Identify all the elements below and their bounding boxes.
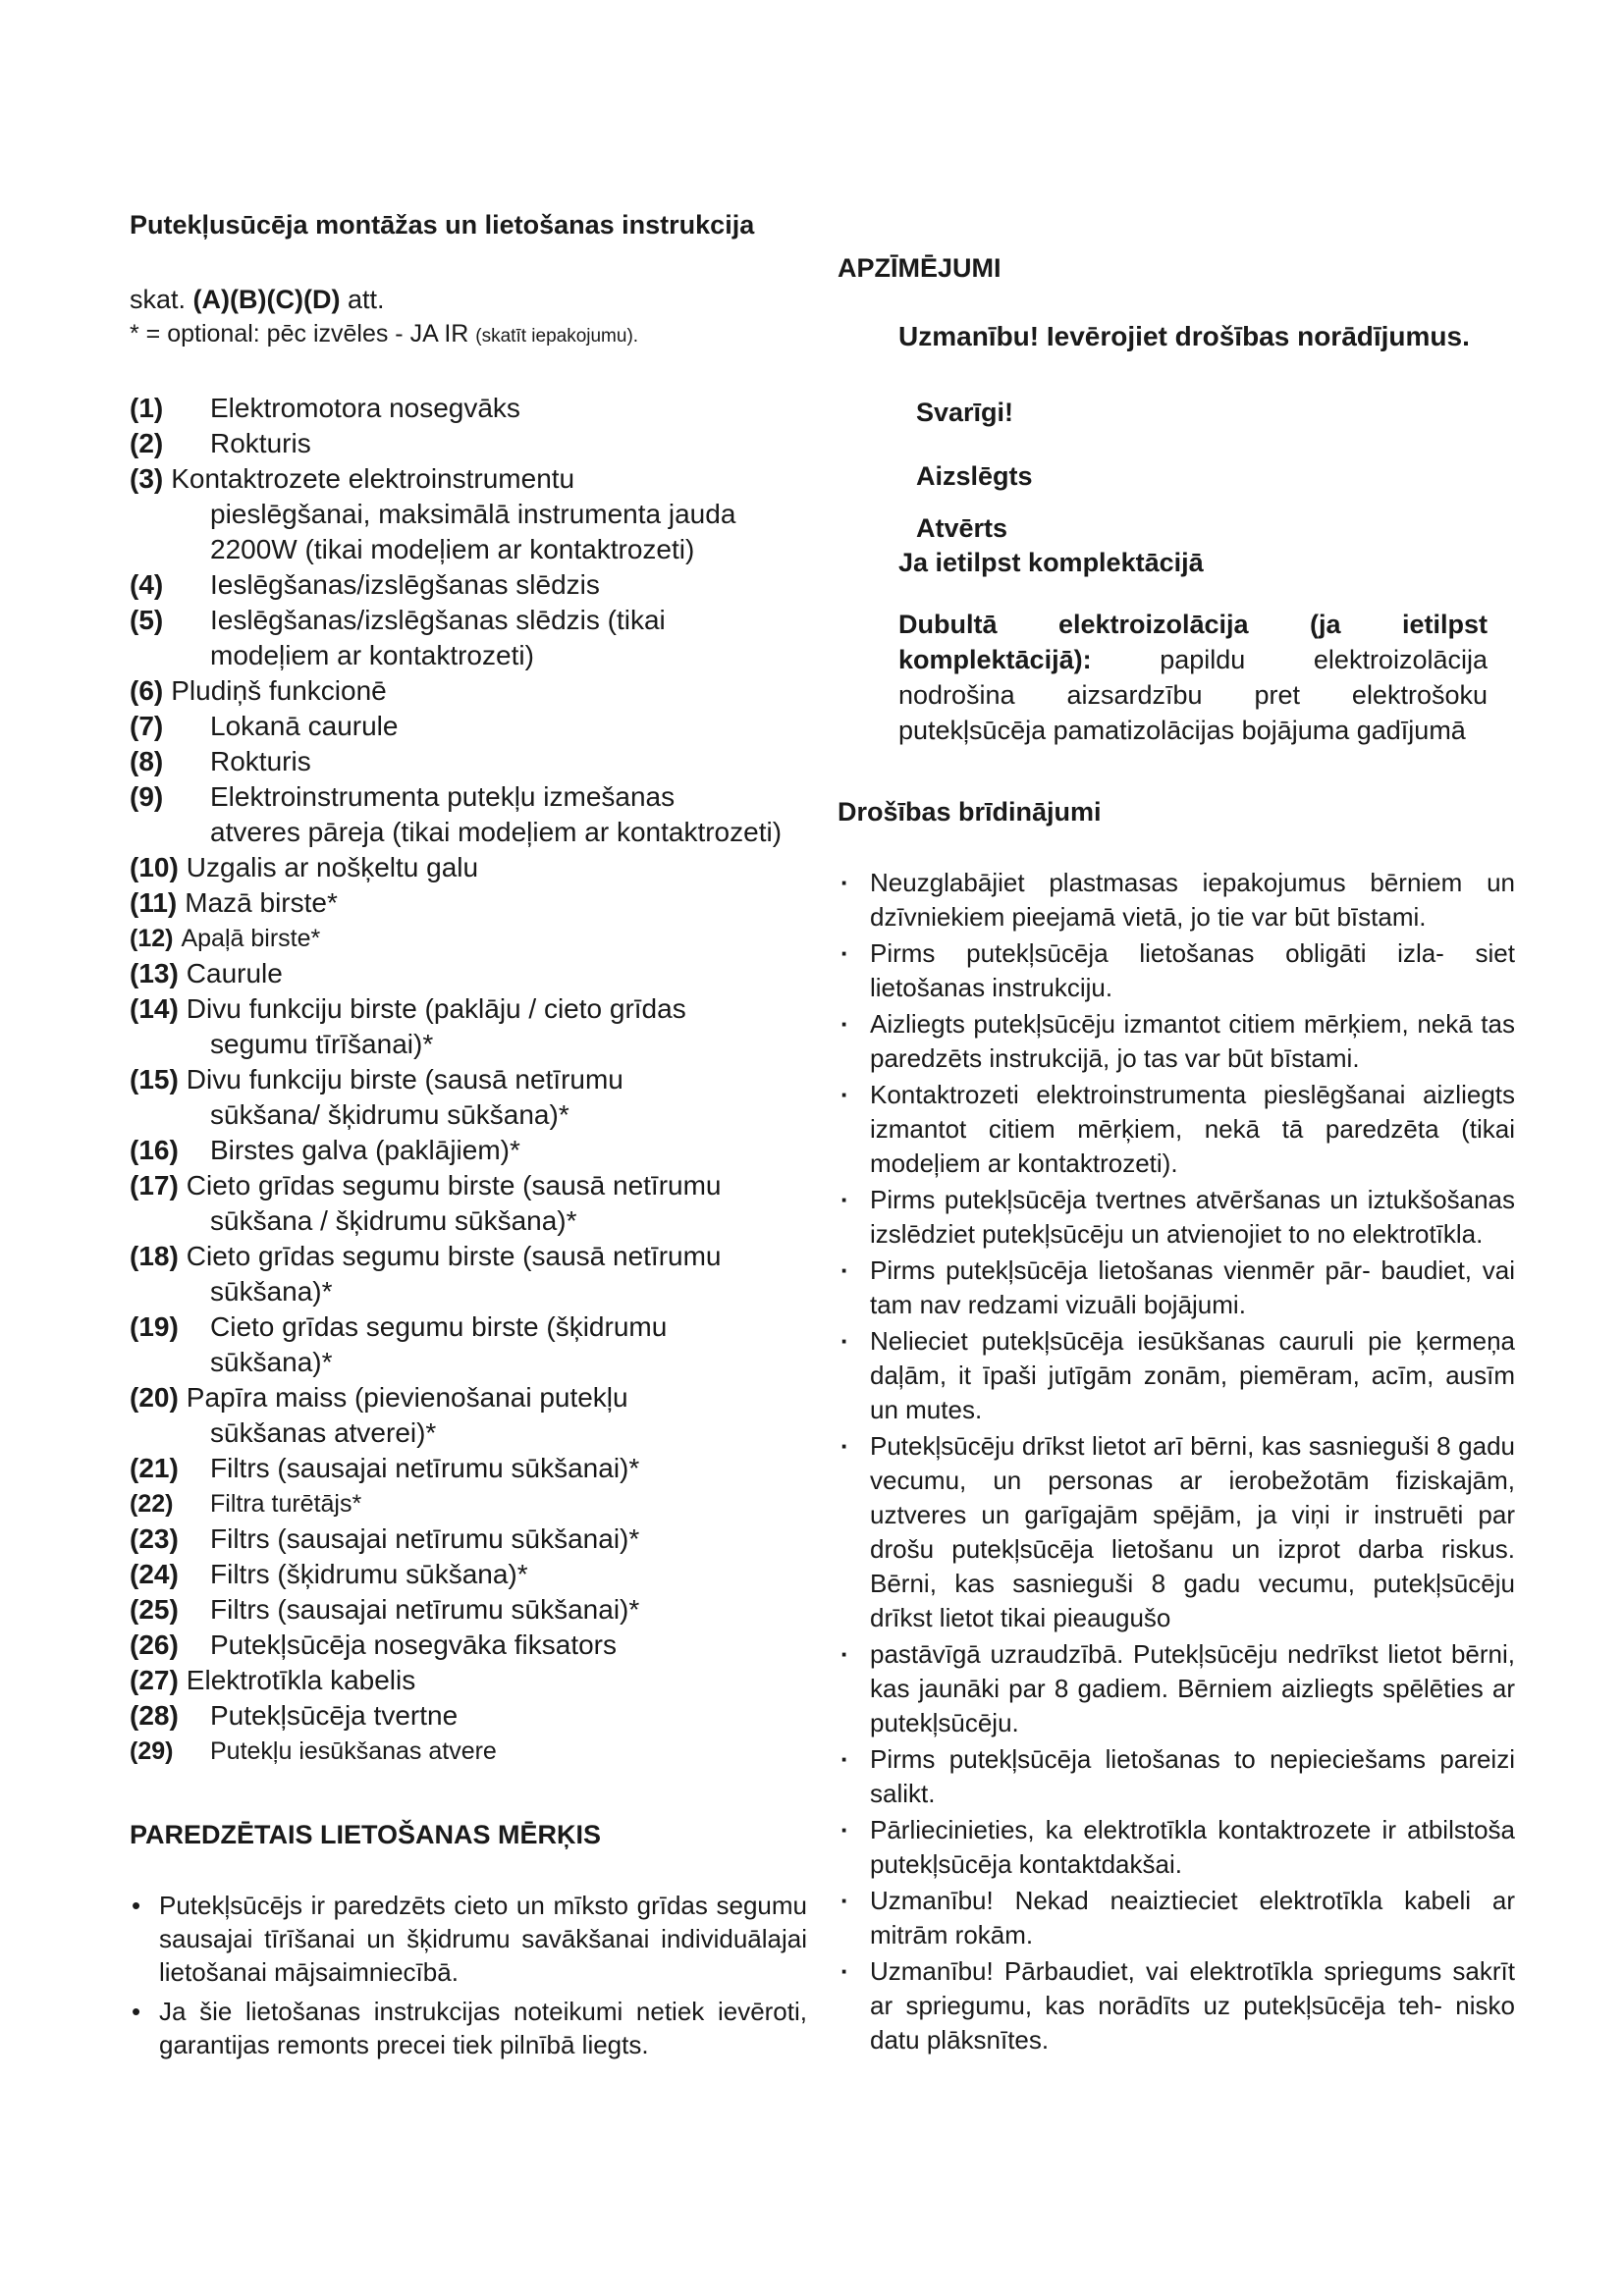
warning-item: · Nelieciet putekļsūcēja iesūkšanas cauruli pie ķermeņa daļām, it īpaši jutīgām zonām, piemēram, acīm, ausīm un mutes. <box>838 1324 1515 1427</box>
part-number: (4) <box>130 569 164 600</box>
part-text: Cieto grīdas segumu birste (sausā netīrumu <box>186 1170 722 1201</box>
legend-heading: APZĪMĒJUMI <box>838 253 1001 283</box>
part-number: (17) <box>130 1170 179 1201</box>
purpose-item: • Ja šie lietošanas instrukcijas noteikumi netiek ievēroti, garantijas remonts precei tiek pilnībā liegts. <box>130 1995 807 2061</box>
part-number: (9) <box>130 781 164 812</box>
part-text: Apaļā birste* <box>181 925 321 952</box>
part-text: Kontaktrozete elektroinstrumentu <box>171 463 575 494</box>
legend-included: Ja ietilpst komplektācijā <box>898 548 1204 577</box>
part-item <box>130 744 807 779</box>
part-number: (14) <box>130 993 179 1024</box>
part-text-continued: sūkšanas atverei)* <box>210 1417 437 1448</box>
part-item <box>130 603 807 673</box>
part-item <box>130 991 807 1062</box>
part-text: Divu funkciju birste (sausā netīrumu <box>186 1064 623 1095</box>
part-text-continued: pieslēgšanai, maksimālā instrumenta jauda 2200W (tikai modeļiem ar kontaktrozeti) <box>210 499 736 564</box>
part-number: (18) <box>130 1241 179 1271</box>
part-item <box>130 673 807 709</box>
part-number: (21) <box>130 1453 179 1483</box>
part-number: (29) <box>130 1737 174 1765</box>
part-number: (28) <box>130 1700 179 1731</box>
part-number: (5) <box>130 605 164 635</box>
part-item <box>130 1663 807 1698</box>
warning-item: · Kontaktrozeti elektroinstrumenta pieslēgšanai aizliegts izmantot citiem mērķiem, nekā tā paredzēta (tikai modeļiem ar kontaktrozeti). <box>838 1078 1515 1181</box>
warning-item: · Neuzglabājiet plastmasas iepakojumus bērniem un dzīvniekiem pieejamā vietā, jo tie var būt bīstami. <box>838 866 1515 934</box>
warning-item: · Uzmanību! Pārbaudiet, vai elektrotīkla spriegums sakrīt ar spriegumu, kas norādīts uz putekļsūcēja teh- nisko datu plāksnītes. <box>838 1954 1515 2057</box>
part-item <box>130 1522 807 1557</box>
part-text: Ieslēgšanas/izslēgšanas slēdzis (tikai <box>210 605 666 635</box>
double-insulation-text: papildu elektroizolācija nodrošina aizsardzību pret elektrošoku <box>898 645 1488 710</box>
page-title: Putekļusūcēja montāžas un lietošanas instrukcija <box>130 210 755 240</box>
part-item <box>130 1062 807 1133</box>
part-text: Rokturis <box>210 428 311 458</box>
part-item <box>130 1451 807 1486</box>
part-number: (19) <box>130 1311 179 1342</box>
part-item <box>130 850 807 885</box>
part-text: Uzgalis ar nošķeltu galu <box>186 852 479 882</box>
part-text: Papīra maiss (pievienošanai putekļu <box>186 1382 628 1413</box>
optional-note <box>130 320 638 348</box>
part-number: (8) <box>130 746 164 776</box>
part-item <box>130 1698 807 1734</box>
part-text-continued: sūkšana / šķidrumu sūkšana)* <box>210 1205 577 1236</box>
part-text: Putekļsūcēja tvertne <box>210 1700 459 1731</box>
part-item <box>130 1592 807 1628</box>
double-insulation-label: Dubultā elektroizolācija (ja ietilpst komplektācijā): <box>898 610 1488 674</box>
part-item <box>130 885 807 921</box>
part-item <box>130 1734 807 1769</box>
warnings-list <box>838 866 1515 2059</box>
part-item <box>130 1133 807 1168</box>
part-number: (26) <box>130 1629 179 1660</box>
part-text-continued: atveres pāreja (tikai modeļiem ar kontaktrozeti) <box>210 817 783 847</box>
part-text: Lokanā caurule <box>210 711 399 741</box>
part-text-continued: sūkšana)* <box>210 1347 333 1377</box>
part-text: Cieto grīdas segumu birste (sausā netīrumu <box>186 1241 722 1271</box>
part-text: Filtrs (sausajai netīrumu sūkšanai)* <box>210 1453 640 1483</box>
part-item <box>130 956 807 991</box>
part-text-continued: modeļiem ar kontaktrozeti) <box>210 640 534 670</box>
part-item <box>130 1239 807 1309</box>
part-text: Mazā birste* <box>185 887 338 918</box>
part-text: Caurule <box>186 958 283 988</box>
figure-reference-suffix: att. <box>340 285 385 314</box>
part-number: (23) <box>130 1523 179 1554</box>
purpose-heading: PAREDZĒTAIS LIETOŠANAS MĒRĶIS <box>130 1820 602 1849</box>
purpose-item: • Putekļsūcējs ir paredzēts cieto un mīksto grīdas segumu sausajai tīrīšanai un šķidrumu savākšanai individuālajai lietošanai mājsaimniecībā. <box>130 1889 807 1989</box>
part-text: Birstes galva (paklājiem)* <box>210 1135 520 1165</box>
part-text: Pludiņš funkcionē <box>171 675 387 706</box>
part-number: (11) <box>130 887 178 918</box>
part-item <box>130 709 807 744</box>
warning-item: · Pirms putekļsūcēja lietošanas to nepieciešams pareizi salikt. <box>838 1742 1515 1811</box>
purpose-list <box>130 1889 807 2067</box>
part-number: (2) <box>130 428 164 458</box>
part-number: (25) <box>130 1594 179 1625</box>
part-number: (15) <box>130 1064 179 1095</box>
part-item <box>130 567 807 603</box>
part-number: (3) <box>130 463 164 494</box>
part-text: Filtra turētājs* <box>210 1490 362 1518</box>
part-number: (20) <box>130 1382 179 1413</box>
part-item <box>130 779 807 850</box>
part-number: (10) <box>130 852 179 882</box>
part-text: Cieto grīdas segumu birste (šķidrumu <box>210 1311 668 1342</box>
part-number: (27) <box>130 1665 179 1695</box>
part-item <box>130 391 807 426</box>
part-item <box>130 461 807 567</box>
part-text: Putekļu iesūkšanas atvere <box>210 1737 497 1765</box>
part-text: Filtrs (sausajai netīrumu sūkšanai)* <box>210 1594 640 1625</box>
part-number: (6) <box>130 675 164 706</box>
part-text: Elektroinstrumenta putekļu izmešanas <box>210 781 676 812</box>
part-item <box>130 921 807 956</box>
part-item <box>130 1486 807 1522</box>
figure-reference-prefix: skat. <box>130 285 193 314</box>
part-text: Ieslēgšanas/izslēgšanas slēdzis <box>210 569 600 600</box>
part-number: (13) <box>130 958 179 988</box>
double-insulation-note <box>898 607 1488 748</box>
part-text: Elektromotora nosegvāks <box>210 393 520 423</box>
part-text: Filtrs (sausajai netīrumu sūkšanai)* <box>210 1523 640 1554</box>
part-number: (22) <box>130 1490 174 1518</box>
figure-reference-letters: (A)(B)(C)(D) <box>192 285 341 314</box>
part-number: (12) <box>130 925 174 952</box>
double-insulation-text-end: putekļsūcēja pamatizolācijas bojājuma gadījumā <box>898 716 1466 745</box>
part-number: (1) <box>130 393 164 423</box>
part-text-continued: sūkšana)* <box>210 1276 333 1307</box>
part-item <box>130 1168 807 1239</box>
part-item <box>130 1380 807 1451</box>
part-number: (7) <box>130 711 164 741</box>
warning-item: · Pirms putekļsūcēja lietošanas obligāti izla- siet lietošanas instrukciju. <box>838 936 1515 1005</box>
warning-item: · pastāvīgā uzraudzībā. Putekļsūcēju nedrīkst lietot bērni, kas jaunāki par 8 gadiem. Bērniem aizliegts spēlēties ar putekļsūcēju. <box>838 1637 1515 1740</box>
part-text-continued: sūkšana/ šķidrumu sūkšana)* <box>210 1099 569 1130</box>
legend-locked: Aizslēgts <box>916 461 1033 491</box>
part-item <box>130 1628 807 1663</box>
part-item <box>130 426 807 461</box>
part-text: Rokturis <box>210 746 311 776</box>
part-number: (24) <box>130 1559 179 1589</box>
part-text: Divu funkciju birste (paklāju / cieto grīdas <box>186 993 686 1024</box>
part-text: Elektrotīkla kabelis <box>186 1665 416 1695</box>
warning-item: · Pirms putekļsūcēja tvertnes atvēršanas un iztukšošanas izslēdziet putekļsūcēju un atvienojiet to no elektrotīkla. <box>838 1183 1515 1252</box>
part-number: (16) <box>130 1135 179 1165</box>
warning-item: · Putekļsūcēju drīkst lietot arī bērni, kas sasnieguši 8 gadu vecumu, un personas ar ierobežotām fiziskajām, uztveres un garīgajām spējām, ja viņi ir instruēti par drošu putekļsūcēja lietošanu un izprot darba riskus. Bērni, kas sasnieguši 8 gadu vecumu, putekļsūcēju drīkst lietot tikai pieaugušo <box>838 1429 1515 1635</box>
part-item <box>130 1557 807 1592</box>
legend-important: Svarīgi! <box>916 398 1014 427</box>
part-text-continued: segumu tīrīšanai)* <box>210 1029 434 1059</box>
warning-item: · Pirms putekļsūcēja lietošanas vienmēr pār- baudiet, vai tam nav redzami vizuāli bojājumi. <box>838 1254 1515 1322</box>
warning-item: · Aizliegts putekļsūcēju izmantot citiem mērķiem, nekā tas paredzēts instrukcijā, jo tas var būt bīstami. <box>838 1007 1515 1076</box>
warnings-heading: Drošības brīdinājumi <box>838 797 1102 827</box>
part-item <box>130 1309 807 1380</box>
part-text: Putekļsūcēja nosegvāka fiksators <box>210 1629 617 1660</box>
warning-item: · Pārliecinieties, ka elektrotīkla kontaktrozete ir atbilstoša putekļsūcēja kontaktdakšai. <box>838 1813 1515 1882</box>
part-text: Filtrs (šķidrumu sūkšana)* <box>210 1559 528 1589</box>
optional-note-small: (skatīt iepakojumu). <box>475 326 639 347</box>
parts-list <box>130 391 807 1769</box>
warning-item: · Uzmanību! Nekad neaiztieciet elektrotīkla kabeli ar mitrām rokām. <box>838 1884 1515 1952</box>
legend-open: Atvērts <box>916 513 1008 543</box>
legend-warning: Uzmanību! Ievērojiet drošības norādījumus. <box>898 321 1470 351</box>
figure-reference <box>130 285 385 315</box>
optional-note-main: * = optional: pēc izvēles - JA IR <box>130 320 476 347</box>
